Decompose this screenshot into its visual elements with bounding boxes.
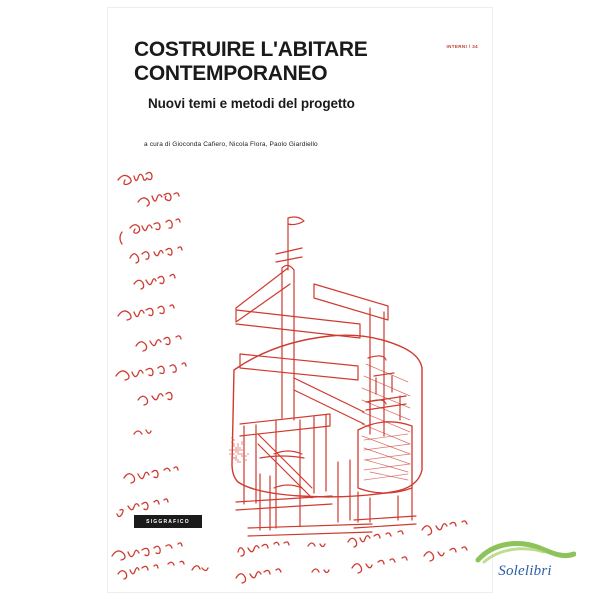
lower-gantry xyxy=(236,414,332,510)
series-code-label: INTERNI / 34 xyxy=(446,44,478,49)
lower-right-structure xyxy=(354,373,416,528)
book-subtitle: Nuovi temi e metodi del progetto xyxy=(148,95,355,111)
book-title-line-2: CONTEMPORANEO xyxy=(134,61,328,85)
lower-left-structure xyxy=(234,442,248,466)
book-title-line-1: COSTRUIRE L'ABITARE xyxy=(134,38,368,61)
upper-building-sketch xyxy=(232,217,422,536)
book-cover xyxy=(108,8,492,592)
publisher-logo-bar: SIGGRAFICO xyxy=(134,515,202,528)
bottom-caption-handwriting xyxy=(236,521,467,583)
watermark-label: Solelibri xyxy=(498,563,552,579)
title-block xyxy=(134,38,434,148)
book-title xyxy=(134,38,434,86)
book-editors: a cura di Gioconda Cafiero, Nicola Flora, Paolo Giardiello xyxy=(144,140,318,148)
